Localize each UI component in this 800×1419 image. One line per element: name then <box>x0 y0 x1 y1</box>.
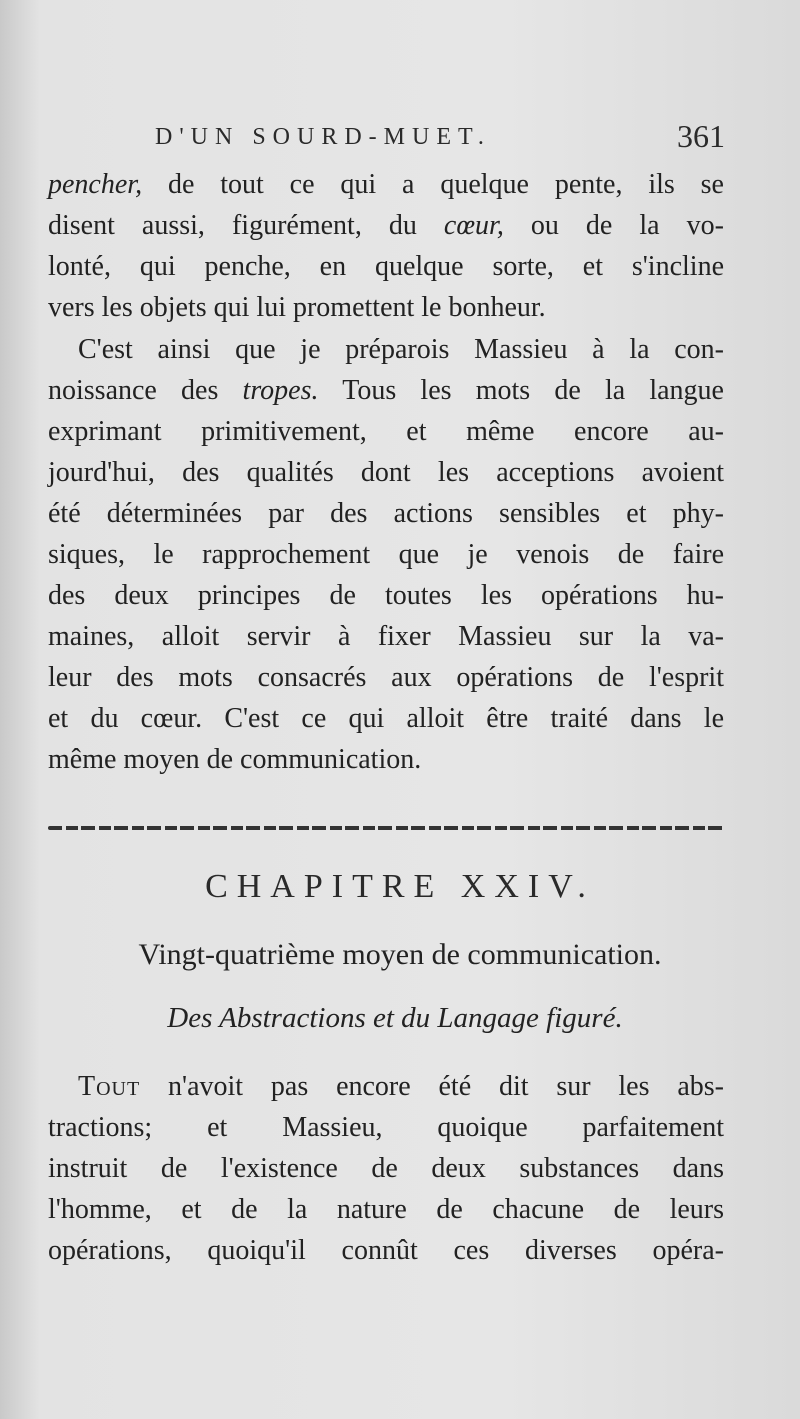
text-line: Tout n'avoit pas encore été dit sur les abs- <box>78 1071 724 1102</box>
text-line: disent aussi, figurément, du cœur, ou de la vo- <box>48 210 724 241</box>
text-line: et du cœur. C'est ce qui alloit être traité dans le <box>48 703 724 734</box>
paragraph-tropes <box>48 329 724 780</box>
text-line: C'est ainsi que je préparois Massieu à la con- <box>78 334 724 365</box>
text-line: tractions; et Massieu, quoique parfaitement <box>48 1112 724 1143</box>
page-number: 361 <box>677 118 725 154</box>
paragraph-continued <box>48 164 724 328</box>
paragraph-abstractions <box>48 1066 724 1271</box>
text-line: jourd'hui, des qualités dont les acceptions avoient <box>48 457 724 488</box>
section-divider <box>48 826 724 830</box>
running-head: D'UN SOURD-MUET. <box>155 124 491 150</box>
text-line: lonté, qui penche, en quelque sorte, et s'incline <box>48 251 724 282</box>
text-line: l'homme, et de la nature de chacune de leurs <box>48 1194 724 1225</box>
page-header <box>155 118 725 158</box>
text-line: instruit de l'existence de deux substances dans <box>48 1153 724 1184</box>
text-line: maines, alloit servir à fixer Massieu sur la va- <box>48 621 724 652</box>
chapter-subheading: Des Abstractions et du Langage figuré. <box>167 1002 623 1034</box>
text-line: siques, le rapprochement que je venois de faire <box>48 539 724 570</box>
text-line: pencher, de tout ce qui a quelque pente, ils se <box>48 169 724 200</box>
text-line: opérations, quoiqu'il connût ces diverses opéra- <box>48 1235 724 1266</box>
drop-word: Tout <box>78 1071 141 1102</box>
chapter-title: CHAPITRE XXIV. <box>205 868 595 905</box>
text-line: exprimant primitivement, et même encore au- <box>48 416 724 447</box>
text-line: même moyen de communication. <box>48 744 422 775</box>
text-line: noissance des tropes. Tous les mots de la langue <box>48 375 724 406</box>
text-line: leur des mots consacrés aux opérations de l'esprit <box>48 662 724 693</box>
text-line: vers les objets qui lui promettent le bonheur. <box>48 292 546 323</box>
text-line: des deux principes de toutes les opérations hu- <box>48 580 724 611</box>
text-line: été déterminées par des actions sensibles et phy- <box>48 498 724 529</box>
chapter-heading: Vingt-quatrième moyen de communication. <box>138 938 662 971</box>
